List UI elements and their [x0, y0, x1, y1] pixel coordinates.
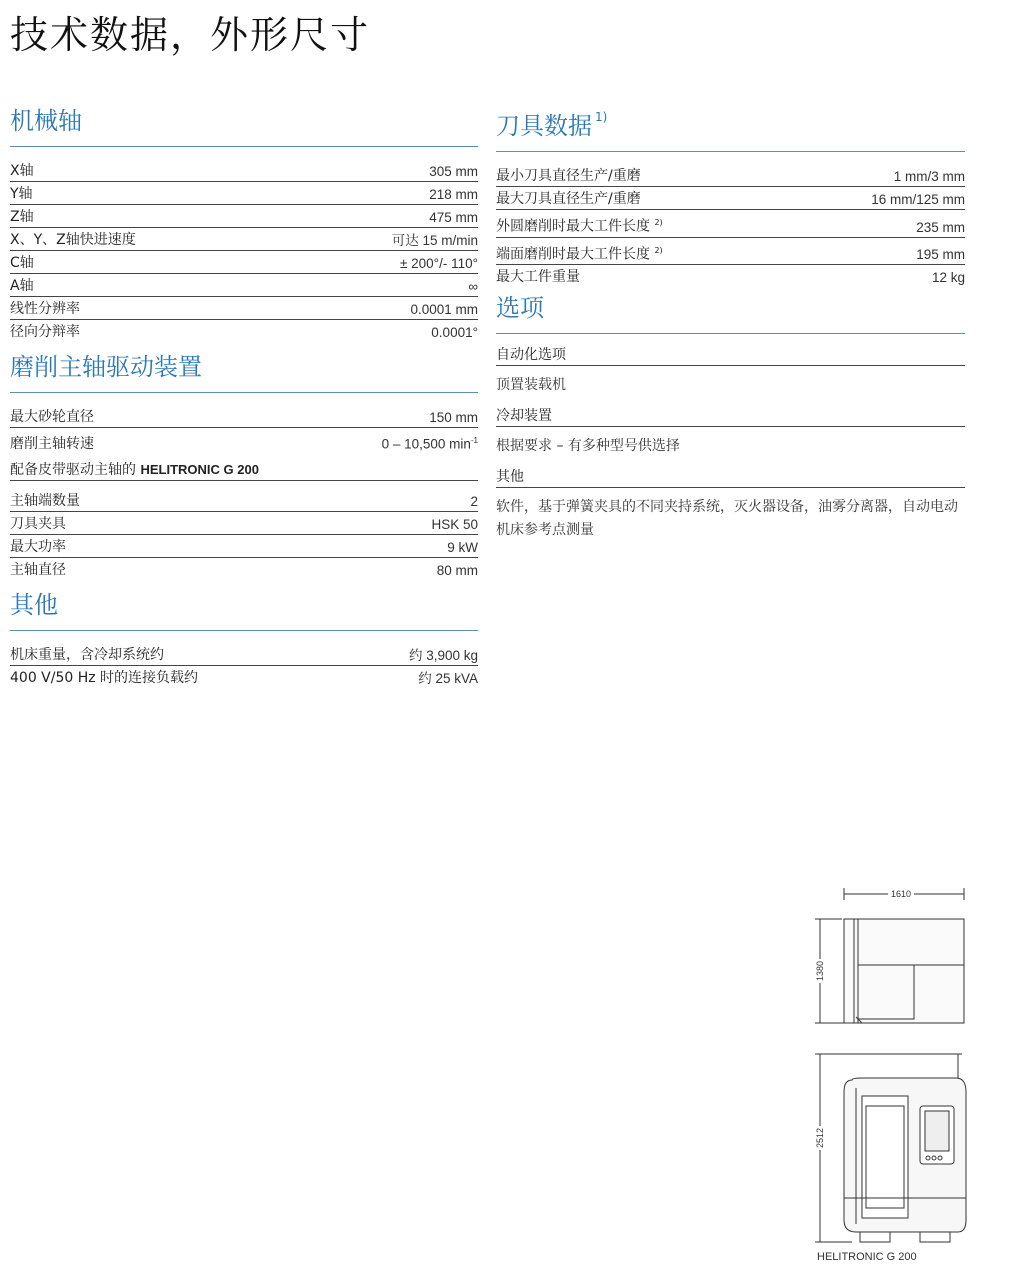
row-label-text: 最大刀具直径生产/重磨	[496, 191, 641, 207]
row-label-text: 400 V/50 Hz 时的连接负载约	[10, 669, 199, 686]
row-value-text: 0.0001 mm	[410, 302, 478, 317]
row-value	[429, 208, 478, 227]
row-label-text: Y轴	[10, 186, 33, 202]
table-row	[496, 238, 965, 266]
row-label-text: 线性分辨率	[10, 301, 80, 317]
row-label	[496, 241, 663, 265]
row-value-text: 475 mm	[429, 210, 478, 225]
row-value	[916, 218, 965, 237]
option-group-text: 软件，基于弹簧夹具的不同夹持系统，灭火器设备，油雾分离器，自动电动机床参考点测量	[496, 499, 958, 539]
section-title-tool-data	[496, 106, 965, 152]
section-title-other: 其他	[10, 590, 478, 631]
row-label-text: X、Y、Z轴快进速度	[10, 232, 136, 248]
row-label-footnote: 2)	[654, 218, 663, 227]
row-value	[447, 538, 478, 557]
row-label	[10, 646, 164, 665]
row-label-text: C轴	[10, 255, 34, 271]
row-label-text: 端面磨削时最大工件长度	[496, 246, 650, 263]
row-label	[10, 561, 66, 580]
table-row	[10, 297, 478, 320]
row-value-text: 2	[470, 493, 478, 509]
row-value-text: 305 mm	[429, 164, 478, 179]
row-value-text: 12 kg	[931, 270, 965, 286]
row-label	[10, 300, 80, 319]
row-label	[10, 208, 34, 227]
table-row	[496, 164, 965, 187]
row-label	[10, 669, 198, 688]
row-value	[871, 190, 965, 209]
row-value-text: 9 kW	[447, 539, 478, 555]
row-value	[437, 561, 478, 580]
row-value	[429, 162, 478, 181]
row-value-text: ± 200°/- 110°	[399, 256, 478, 271]
row-label	[10, 538, 66, 557]
section-title-options: 选项	[496, 293, 965, 334]
tool-data-table	[496, 164, 965, 287]
row-value	[894, 167, 965, 186]
row-label-text: 最大功率	[10, 538, 66, 555]
table-row	[10, 558, 478, 580]
machine-top-view-drawing	[812, 885, 972, 1030]
machine-front-view-drawing	[812, 1048, 972, 1248]
option-group-heading: 其他	[496, 468, 965, 488]
row-value	[392, 231, 478, 250]
table-row	[10, 182, 478, 205]
right-column	[496, 106, 965, 552]
row-value-exponent: -1	[470, 436, 478, 445]
model-name: HELITRONIC G 200	[140, 461, 259, 477]
row-label-text: 磨削主轴转速	[10, 435, 94, 452]
row-value-text: 218 mm	[429, 187, 478, 202]
table-row	[496, 265, 965, 287]
row-label	[496, 167, 641, 186]
row-value	[410, 300, 478, 319]
table-row	[10, 535, 478, 558]
left-column	[10, 106, 478, 688]
table-row	[10, 320, 478, 342]
row-label	[10, 231, 136, 250]
row-label-text: 最大砂轮直径	[10, 409, 94, 425]
row-value	[382, 431, 478, 454]
row-value	[932, 268, 965, 287]
row-value-text: HSK 50	[431, 516, 478, 532]
row-value	[916, 245, 965, 264]
table-row	[496, 210, 965, 238]
row-label-text: 刀具夹具	[10, 515, 66, 532]
row-value	[429, 408, 478, 427]
mech-axes-table	[10, 159, 478, 342]
row-label	[10, 162, 34, 181]
row-label-text: 最小刀具直径生产/重磨	[496, 168, 641, 184]
row-value-text: 约 3,900 kg	[408, 647, 478, 663]
row-label	[10, 515, 66, 534]
row-label-text: 径向分辩率	[10, 324, 80, 340]
other-table	[10, 643, 478, 688]
row-label-text: 主轴端数量	[10, 492, 80, 509]
option-group-text: 根据要求 – 有多种型号供选择	[496, 438, 680, 455]
row-value	[409, 646, 478, 665]
row-value-text: 0.0001°	[431, 325, 478, 340]
table-row	[10, 274, 478, 297]
row-value-text: 可达 15 m/min	[391, 233, 478, 248]
table-row	[496, 187, 965, 210]
section-title-spindle: 磨削主轴驱动装置	[10, 352, 478, 393]
table-row	[10, 512, 478, 535]
spindle-subhead	[10, 460, 478, 481]
row-label	[10, 185, 33, 204]
table-row	[10, 489, 478, 512]
row-label	[496, 268, 580, 287]
row-label	[496, 213, 663, 237]
option-group-text: 顶置装载机	[496, 377, 566, 394]
option-group-heading: 自动化选项	[496, 346, 965, 366]
row-label	[10, 277, 34, 296]
row-value-text: 195 mm	[916, 247, 965, 263]
row-value	[418, 669, 478, 688]
row-value	[431, 515, 478, 534]
row-value-text: 150 mm	[429, 410, 478, 425]
row-value-text: 0 – 10,500 min	[381, 436, 471, 452]
table-row	[10, 666, 478, 688]
depth-dimension-label: 1380	[815, 960, 825, 982]
table-row	[10, 405, 478, 428]
row-value	[400, 254, 478, 273]
row-label	[496, 190, 641, 209]
row-label	[10, 435, 94, 454]
spindle-table	[10, 405, 478, 454]
spindle-table-2	[10, 489, 478, 580]
table-row	[10, 159, 478, 182]
row-label-text: 最大工件重量	[496, 269, 580, 286]
row-value-text: 约 25 kVA	[418, 670, 478, 686]
subhead-prefix: 配备皮带驱动主轴的	[10, 461, 141, 478]
row-value	[468, 277, 478, 296]
option-group-heading: 冷却装置	[496, 407, 965, 427]
width-dimension-label: 1610	[890, 889, 912, 899]
tool-data-title-text: 刀具数据	[496, 112, 592, 140]
table-row	[10, 643, 478, 666]
table-row	[10, 205, 478, 228]
page-title: 技术数据，外形尺寸	[10, 13, 371, 57]
height-dimension-label: 2512	[815, 1127, 825, 1149]
row-label	[10, 254, 34, 273]
row-label-text: Z轴	[10, 209, 34, 225]
row-value-text: 1 mm/3 mm	[893, 169, 965, 184]
row-label	[10, 408, 94, 427]
row-value-text: 235 mm	[916, 219, 965, 235]
options-list	[496, 346, 965, 542]
row-label-text: 主轴直径	[10, 561, 66, 578]
row-value-text: 80 mm	[436, 562, 478, 578]
drawing-caption: HELITRONIC G 200	[817, 1251, 917, 1263]
tool-data-footnote: 1)	[595, 110, 608, 124]
row-value-text: 16 mm/125 mm	[871, 192, 965, 207]
row-label-text: 外圆磨削时最大工件长度	[496, 218, 650, 235]
row-value	[470, 492, 478, 511]
row-label	[10, 323, 80, 342]
section-title-mech-axes: 机械轴	[10, 106, 478, 147]
row-label-footnote: 2)	[654, 245, 663, 255]
table-row	[10, 251, 478, 274]
row-label	[10, 492, 80, 511]
row-value-text: ∞	[468, 279, 478, 294]
row-label-text: X轴	[10, 163, 34, 179]
table-row	[10, 428, 478, 454]
row-label-text: A轴	[10, 278, 34, 294]
row-value	[431, 323, 478, 342]
row-label-text: 机床重量，含冷却系统约	[10, 646, 164, 663]
table-row	[10, 228, 478, 251]
row-value	[429, 185, 478, 204]
